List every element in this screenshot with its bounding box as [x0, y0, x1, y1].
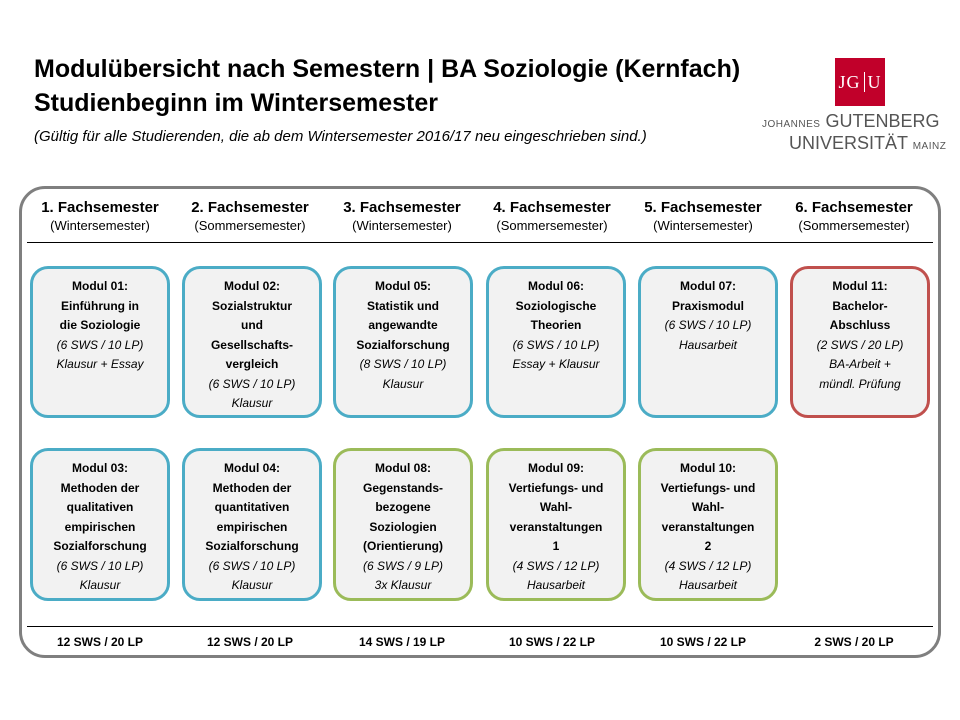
semester-total-4: 10 SWS / 22 LP: [508, 635, 596, 649]
module-name: Modul 03:: [72, 461, 128, 475]
module-title-line: Wahl-: [691, 500, 725, 514]
semester-total-6: 2 SWS / 20 LP: [814, 635, 894, 649]
module-title-line: Soziologische: [515, 298, 597, 313]
module-credits: (4 SWS / 12 LP): [664, 558, 752, 573]
module-title-line: Vertiefungs- und: [660, 480, 756, 495]
semester-header-5: 5. Fachsemester (Wintersemester): [644, 199, 762, 233]
module-title-line: Sozialforschung: [53, 539, 147, 553]
module-11: [790, 266, 930, 418]
module-exam: BA-Arbeit +: [829, 357, 891, 371]
page-title: Modulübersicht nach Semestern | BA Soziologie (Kernfach): [34, 55, 741, 83]
semester-header-6: 6. Fachsemester (Sommersemester): [795, 199, 913, 233]
module-title-line: (Orientierung): [363, 539, 443, 553]
semester-header-2: 2. Fachsemester (Sommersemester): [191, 199, 309, 233]
module-credits: (8 SWS / 10 LP): [359, 357, 447, 371]
module-title-line: angewandte: [368, 318, 438, 332]
module-exam: Klausur: [382, 376, 424, 391]
module-title-line: Einführung in: [61, 298, 139, 313]
module-title-line: quantitativen: [214, 500, 290, 514]
module-06: [486, 266, 626, 418]
module-title-line: Sozialforschung: [205, 539, 299, 553]
module-title-line: Sozialstruktur: [211, 298, 292, 313]
module-08: [333, 448, 473, 601]
module-credits: (6 SWS / 10 LP): [56, 337, 144, 352]
footer-divider: [27, 626, 933, 627]
module-credits: (6 SWS / 10 LP): [512, 337, 600, 352]
module-name: Modul 02:: [224, 279, 280, 293]
module-title-line: Praxismodul: [671, 298, 745, 313]
module-exam: 3x Klausur: [374, 578, 432, 592]
semester-header-4: 4. Fachsemester (Sommersemester): [493, 199, 611, 233]
module-title-line: empirischen: [64, 519, 136, 534]
module-title-line: Methoden der: [212, 480, 292, 495]
semester-total-1: 12 SWS / 20 LP: [56, 635, 144, 649]
module-title-line: Abschluss: [829, 318, 891, 332]
module-title-line: qualitativen: [66, 500, 134, 514]
module-title-line: 1: [552, 539, 560, 553]
module-title-line: Statistik und: [366, 298, 439, 313]
module-title-line: die Soziologie: [59, 318, 141, 332]
module-09: [486, 448, 626, 601]
module-title-line: Vertiefungs- und: [508, 480, 604, 495]
page-subtitle: (Gültig für alle Studierenden, die ab dem Wintersemester 2016/17 neu eingeschrieben sind.): [34, 128, 647, 145]
module-title-line: veranstaltungen: [661, 519, 755, 534]
module-03: [30, 448, 170, 601]
module-title-line: veranstaltungen: [509, 519, 603, 534]
page-title-line2: Studienbeginn im Wintersemester: [34, 89, 439, 117]
module-title-line: und: [241, 318, 263, 332]
module-04: [182, 448, 322, 601]
module-title-line: vergleich: [225, 357, 279, 371]
module-name: Modul 08:: [375, 461, 431, 475]
module-05: [333, 266, 473, 418]
module-title-line: bezogene: [375, 500, 431, 514]
module-title-line: Gegenstands-: [362, 480, 443, 495]
header-divider: [27, 242, 933, 243]
module-02: [182, 266, 322, 418]
module-exam: Hausarbeit: [678, 578, 738, 592]
module-title-line: empirischen: [216, 519, 288, 534]
module-exam: Hausarbeit: [526, 578, 586, 592]
module-exam: Klausur: [231, 578, 273, 592]
module-credits: (6 SWS / 9 LP): [362, 558, 444, 573]
module-name: Modul 10:: [680, 461, 736, 475]
module-exam: mündl. Prüfung: [819, 376, 901, 391]
module-exam: Klausur: [231, 396, 273, 410]
module-name: Modul 04:: [224, 461, 280, 475]
module-01: [30, 266, 170, 418]
module-credits: (4 SWS / 12 LP): [512, 558, 600, 573]
module-credits: (2 SWS / 20 LP): [816, 337, 904, 352]
module-title-line: Bachelor-: [832, 298, 888, 313]
module-title-line: Theorien: [530, 318, 582, 332]
module-title-line: Gesellschafts-: [210, 337, 294, 352]
semester-total-2: 12 SWS / 20 LP: [206, 635, 294, 649]
module-credits: (6 SWS / 10 LP): [664, 318, 752, 332]
module-name: Modul 01:: [72, 279, 128, 293]
semester-header-1: 1. Fachsemester (Wintersemester): [41, 199, 159, 233]
module-exam: Klausur + Essay: [56, 357, 144, 371]
semester-header-3: 3. Fachsemester (Wintersemester): [343, 199, 461, 233]
module-name: Modul 11:: [832, 279, 888, 293]
semester-total-5: 10 SWS / 22 LP: [659, 635, 747, 649]
module-title-line: Wahl-: [539, 500, 573, 514]
module-10: [638, 448, 778, 601]
module-credits: (6 SWS / 10 LP): [56, 558, 144, 573]
university-logo-mark: JG U: [835, 58, 885, 106]
module-exam: Essay + Klausur: [512, 357, 600, 371]
module-name: Modul 06:: [528, 279, 584, 293]
module-name: Modul 07:: [680, 279, 736, 293]
module-name: Modul 09:: [528, 461, 584, 475]
module-exam: Hausarbeit: [678, 337, 738, 352]
module-credits: (6 SWS / 10 LP): [208, 376, 296, 391]
module-title-line: Soziologien: [369, 519, 437, 534]
university-logo-text: JOHANNES GUTENBERG UNIVERSITÄT MAINZ: [762, 111, 947, 153]
module-name: Modul 05:: [375, 279, 431, 293]
module-title-line: Sozialforschung: [356, 337, 450, 352]
module-credits: (6 SWS / 10 LP): [208, 558, 296, 573]
semester-total-3: 14 SWS / 19 LP: [358, 635, 446, 649]
module-title-line: Methoden der: [60, 480, 140, 495]
module-07: [638, 266, 778, 418]
module-title-line: 2: [704, 539, 712, 553]
module-exam: Klausur: [79, 578, 121, 592]
